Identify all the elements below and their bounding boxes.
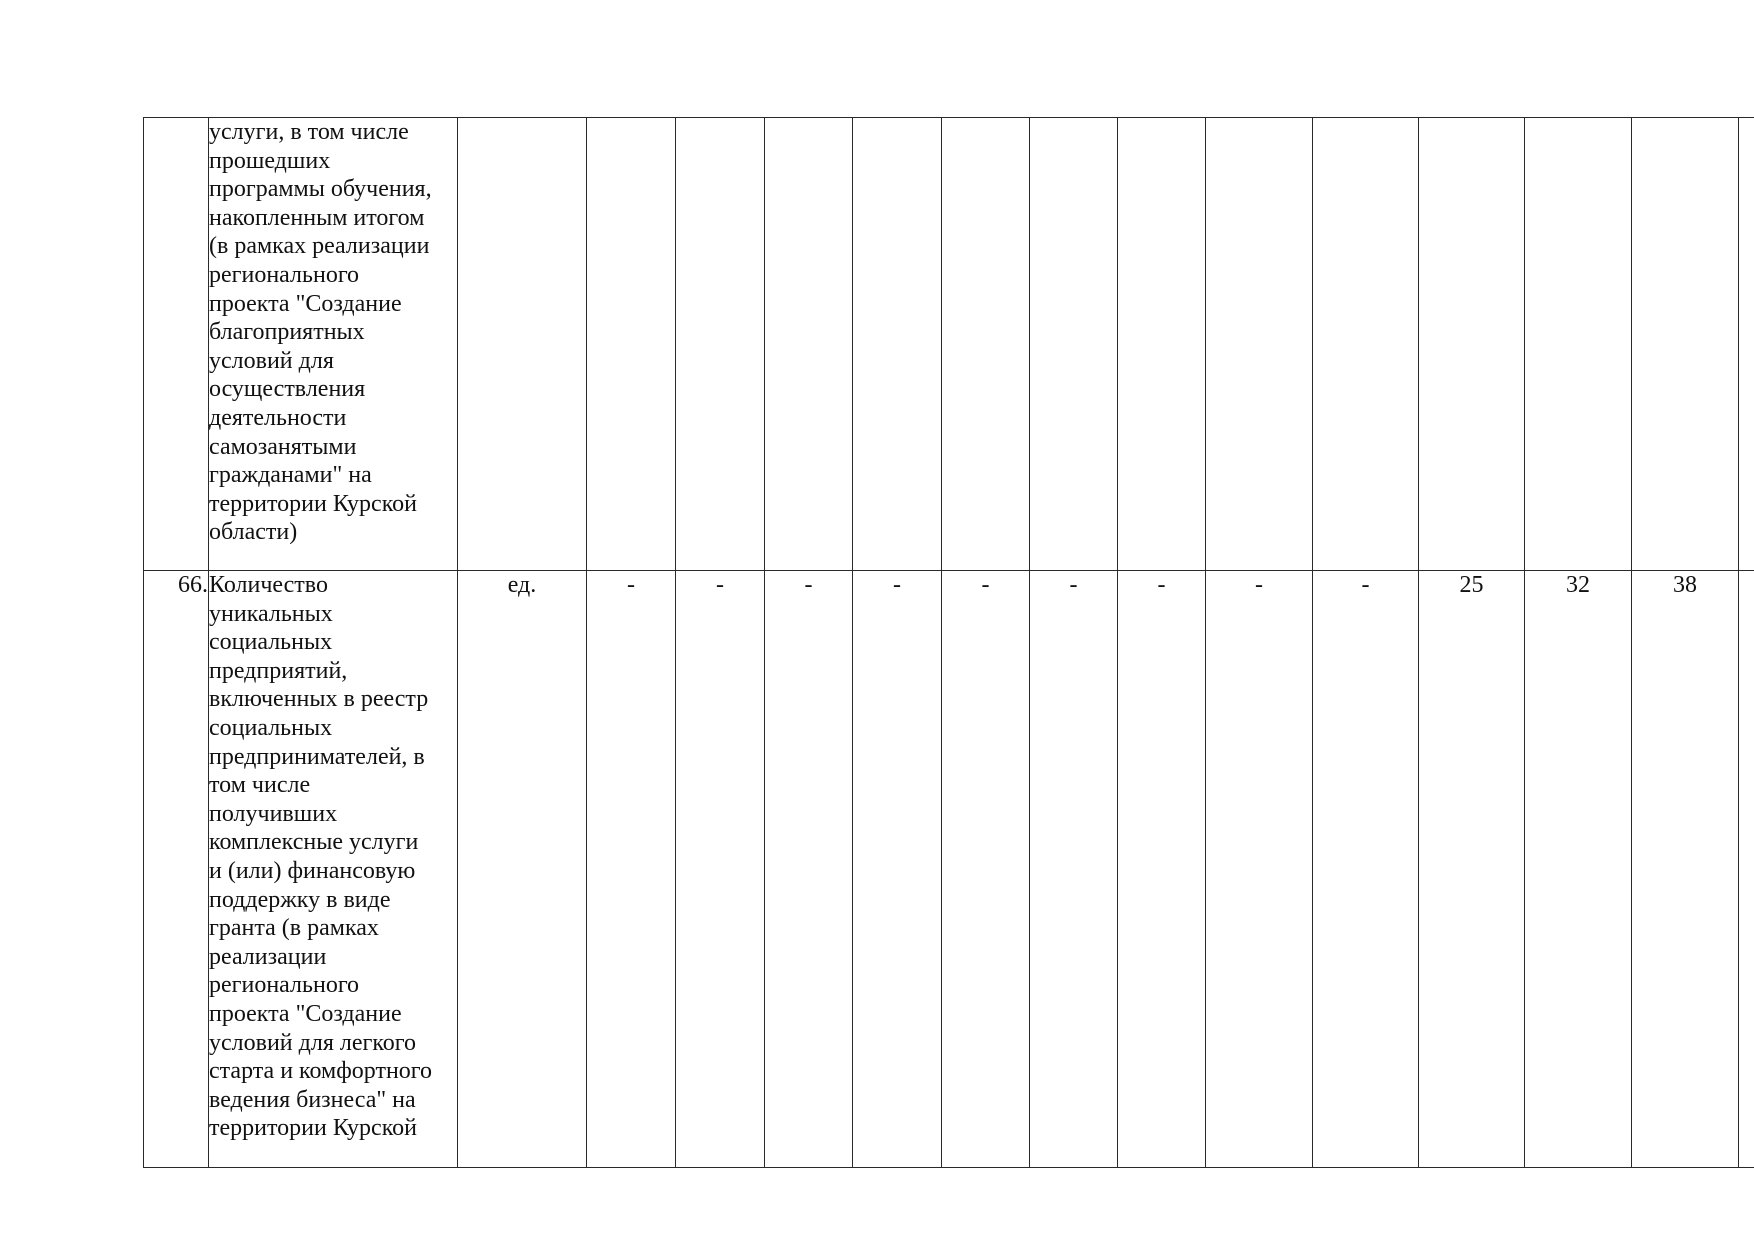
name-line: старта и комфортного	[209, 1058, 433, 1085]
name-line: регионального	[209, 972, 360, 999]
value-cell	[1030, 118, 1118, 571]
name-line: том числе	[209, 772, 311, 799]
table-row	[144, 118, 1754, 571]
value-cell	[587, 118, 676, 571]
value-cell	[853, 118, 942, 571]
name-line: предприятий,	[209, 657, 348, 684]
row-number: 66.	[144, 571, 209, 1168]
name-line: социальных	[209, 629, 333, 656]
name-line: территории Курской	[209, 1115, 417, 1142]
value-cell: -	[1118, 571, 1206, 1168]
name-line: предпринимателей, в	[209, 743, 425, 770]
value-cell: -	[676, 571, 765, 1168]
value-cell	[1525, 118, 1632, 571]
name-line: гранта (в рамках	[209, 915, 379, 942]
value-cell	[1739, 118, 1754, 571]
indicator-name	[209, 571, 458, 1168]
name-line: Количество	[209, 572, 328, 598]
name-line: накопленным итогом	[209, 204, 425, 231]
name-line: осуществления	[209, 376, 366, 403]
unit-cell	[458, 118, 587, 571]
name-line: включенных в реестр	[209, 686, 429, 713]
name-line: самозанятыми	[209, 433, 357, 460]
value-cell	[1313, 118, 1419, 571]
name-line: гражданами" на	[209, 462, 372, 489]
name-line: социальных	[209, 714, 333, 741]
unit-cell: ед.	[458, 571, 587, 1168]
name-line: проекта "Создание	[209, 290, 402, 317]
indicator-name	[209, 118, 458, 571]
value-cell	[676, 118, 765, 571]
value-cell	[942, 118, 1030, 571]
value-cell	[1419, 118, 1525, 571]
name-line: регионального	[209, 261, 360, 288]
name-line: проекта "Создание	[209, 1000, 402, 1027]
value-cell: 38	[1632, 571, 1739, 1168]
name-line: ведения бизнеса" на	[209, 1086, 416, 1113]
name-line: поддержку в виде	[209, 886, 391, 913]
value-cell: -	[765, 571, 853, 1168]
value-cell	[765, 118, 853, 571]
name-line: и (или) финансовую	[209, 857, 416, 884]
value-cell: -	[1313, 571, 1419, 1168]
value-cell: 32	[1525, 571, 1632, 1168]
value-cell	[1739, 571, 1754, 1168]
name-line: условий для легкого	[209, 1029, 417, 1056]
value-cell	[1118, 118, 1206, 571]
value-cell	[1206, 118, 1313, 571]
table-row	[144, 571, 1754, 1168]
name-line: условий для	[209, 347, 334, 374]
value-cell: -	[1206, 571, 1313, 1168]
value-cell	[1632, 118, 1739, 571]
name-line: благоприятных	[209, 319, 365, 346]
value-cell: 25	[1419, 571, 1525, 1168]
name-line: реализации	[209, 943, 327, 970]
row-number	[144, 118, 209, 571]
name-line: услуги, в том числе	[209, 119, 409, 145]
value-cell: -	[587, 571, 676, 1168]
name-line: получивших	[209, 800, 338, 827]
value-cell: -	[942, 571, 1030, 1168]
name-line: комплексные услуги	[209, 829, 419, 856]
indicator-table	[143, 117, 1754, 1168]
name-line: области)	[209, 519, 298, 546]
value-cell: -	[853, 571, 942, 1168]
name-line: программы обучения,	[209, 176, 432, 203]
name-line: прошедших	[209, 147, 331, 174]
value-cell: -	[1030, 571, 1118, 1168]
name-line: уникальных	[209, 600, 333, 627]
name-line: деятельности	[209, 404, 347, 431]
name-line: территории Курской	[209, 490, 417, 517]
name-line: (в рамках реализации	[209, 233, 430, 260]
